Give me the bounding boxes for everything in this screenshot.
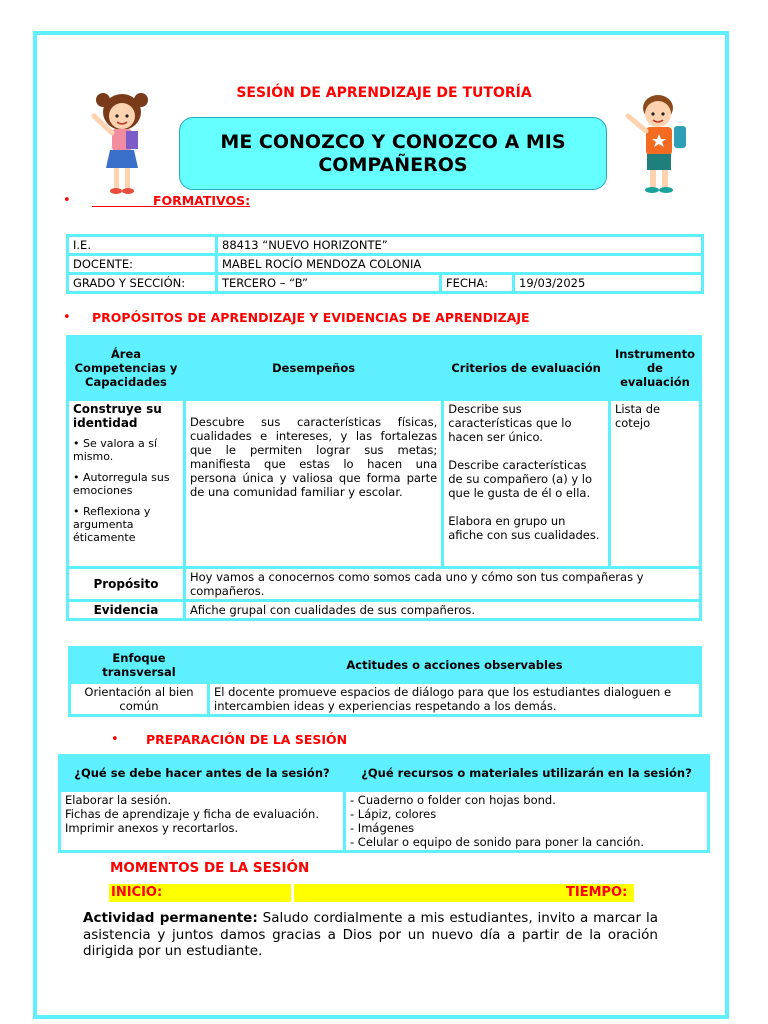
bullet-dot: • [111,732,119,747]
grado-label: GRADO Y SECCIÓN: [69,275,215,291]
col-criterios-header: Criterios de evaluación [444,338,608,398]
col-instrumento-header: Instrumento de evaluación [611,338,699,398]
competencia-cell [69,401,183,566]
fecha-value: 19/03/2025 [515,275,701,291]
recursos-header: ¿Qué recursos o materiales utilizarán en la sesión? [346,757,707,789]
actitud-value: El docente promueve espacios de diálogo para que los estudiantes dialoguen e intercambien ideas y experiencias respetando a los demás. [210,684,699,714]
formativos-label [92,193,250,208]
main-title-line2: COMPAÑEROS [318,153,468,176]
antes-item: Fichas de aprendizaje y ficha de evaluación. [65,807,320,821]
evidencia-value: Afiche grupal con cualidades de sus compañeros. [186,602,699,618]
preparacion-table [58,754,710,853]
recurso-item: - Cuaderno o folder con hojas bond. [350,793,556,807]
girl-student-illustration [86,86,158,202]
col-desempenos-header: Desempeños [186,338,441,398]
grado-value: TERCERO – “B” [218,275,439,291]
antes-cell [61,792,343,850]
criterio-item: Elabora en grupo un afiche con sus cualidades. [448,514,600,542]
ie-value: 88413 “NUEVO HORIZONTE” [218,237,701,253]
momentos-title: MOMENTOS DE LA SESIÓN [110,860,310,876]
actitudes-header: Actitudes o acciones observables [210,649,699,681]
session-title: SESIÓN DE APRENDIZAJE DE TUTORÍA [236,85,532,101]
proposito-label: Propósito [69,569,183,599]
actividad-paragraph [83,910,658,960]
ie-label: I.E. [69,237,215,253]
formativos-text: FORMATIVOS: [152,193,251,208]
desempeno-cell: Descubre sus características físicas, cualidades e intereses, y las fortalezas que le permiten lograr sus metas; manifiesta que estas lo hacen una persona única y valiosa que forma parte de una comunidad familiar y escolar. [186,401,441,566]
propositos-section-title: PROPÓSITOS DE APRENDIZAJE Y EVIDENCIAS DE APRENDIZAJE [92,310,530,325]
bullet-dot: • [63,310,71,325]
inicio-label: INICIO: [111,885,163,900]
capacidad-item: • Autorregula sus emociones [73,471,170,497]
antes-item: Elaborar la sesión. [65,793,172,807]
main-title-line1: ME CONOZCO Y CONOZCO A MIS [220,130,566,153]
criterio-item: Describe sus características que lo hacen ser único. [448,402,572,444]
antes-item: Imprimir anexos y recortarlos. [65,821,239,835]
actividad-text: Saludo cordialmente a mis estudiantes, invito a marcar la asistencia y juntos damos gracias a Dios por un nuevo día a partir de la oración dirigida por un estudiante. [83,910,658,959]
recursos-cell [346,792,707,850]
enfoque-value: Orientación al bien común [71,684,207,714]
capacidad-item: • Se valora a sí mismo. [73,437,158,463]
tiempo-label: TIEMPO: [566,885,628,900]
docente-label: DOCENTE: [69,256,215,272]
actividad-label: Actividad permanente: [83,910,258,926]
col-area-header: Área Competencias y Capacidades [69,338,183,398]
fecha-label: FECHA: [442,275,512,291]
info-table [66,234,704,294]
criterios-cell [444,401,608,566]
capacidad-item: • Reflexiona y argumenta éticamente [73,505,151,544]
preparacion-section-title: PREPARACIÓN DE LA SESIÓN [146,732,348,747]
enfoque-table [68,646,702,717]
antes-header: ¿Qué se debe hacer antes de la sesión? [61,757,343,789]
boy-student-illustration [622,86,694,202]
proposito-value: Hoy vamos a conocernos como somos cada uno y cómo son tus compañeras y compañeros. [186,569,699,599]
competencia-title: Construye su identidad [73,402,162,430]
main-title-box [179,117,607,190]
propositos-table [66,335,702,621]
instrumento-cell: Lista de cotejo [611,401,699,566]
criterio-item: Describe características de su compañero (a) y lo que le gusta de él o ella. [448,458,593,500]
recurso-item: - Celular o equipo de sonido para poner la canción. [350,835,645,849]
docente-value: MABEL ROCÍO MENDOZA COLONIA [218,256,701,272]
evidencia-label: Evidencia [69,602,183,618]
enfoque-header: Enfoque transversal [71,649,207,681]
recurso-item: - Imágenes [350,821,415,835]
bullet-dot: • [63,193,71,208]
recurso-item: - Lápiz, colores [350,807,437,821]
